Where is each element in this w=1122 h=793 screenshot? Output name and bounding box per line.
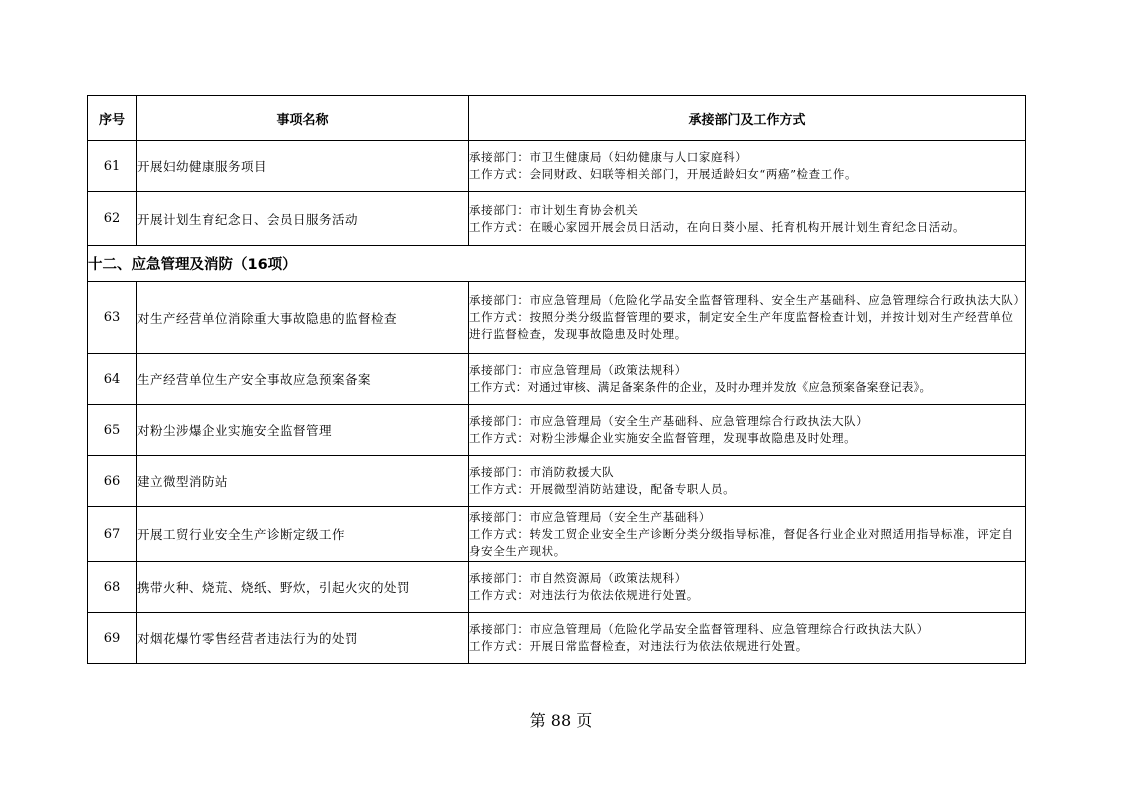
row-detail (469, 141, 1026, 192)
table-row (88, 507, 1026, 562)
row-dept: 承接部门：市消防救援大队 (469, 465, 615, 479)
row-seq: 63 (88, 282, 137, 354)
row-seq: 65 (88, 405, 137, 456)
row-detail (469, 456, 1026, 507)
row-method: 工作方式：开展日常监督检查，对违法行为依法依规进行处置。 (469, 639, 808, 653)
row-dept: 承接部门：市应急管理局（危险化学品安全监督管理科、安全生产基础科、应急管理综合行政执法大队） (469, 293, 1026, 307)
row-dept: 承接部门：市应急管理局（安全生产基础科） (469, 509, 711, 524)
table-header-row (88, 96, 1026, 141)
row-seq: 64 (88, 354, 137, 405)
row-item-name: 开展工贸行业安全生产诊断定级工作 (137, 507, 469, 562)
items-table (87, 95, 1026, 664)
section-row (88, 246, 1026, 282)
section-title: 十二、应急管理及消防（16项） (88, 246, 1026, 282)
row-seq: 67 (88, 507, 137, 562)
row-detail (469, 613, 1026, 664)
row-dept: 承接部门：市应急管理局（政策法规科） (469, 363, 687, 377)
row-item-name: 生产经营单位生产安全事故应急预案备案 (137, 354, 469, 405)
row-method: 工作方式：开展微型消防站建设，配备专职人员。 (469, 482, 736, 496)
table-row (88, 141, 1026, 192)
row-detail (469, 282, 1026, 354)
header-dept: 承接部门及工作方式 (469, 96, 1026, 141)
row-method: 工作方式：在暖心家园开展会员日活动，在向日葵小屋、托育机构开展计划生育纪念日活动。 (469, 219, 966, 234)
row-method: 工作方式：按照分类分级监督管理的要求，制定安全生产年度监督检查计划，并按计划对生产经营单位进行监督检查，发现事故隐患及时处理。 (469, 310, 1014, 341)
row-dept: 承接部门：市应急管理局（安全生产基础科、应急管理综合行政执法大队） (469, 414, 869, 428)
table-row (88, 562, 1026, 613)
header-name: 事项名称 (137, 96, 469, 141)
row-item-name: 开展计划生育纪念日、会员日服务活动 (137, 192, 469, 246)
row-seq: 61 (88, 141, 137, 192)
row-method: 工作方式：转发工贸企业安全生产诊断分类分级指导标准，督促各行业企业对照适用指导标准，评定自身安全生产现状。 (469, 526, 1014, 558)
row-detail (469, 405, 1026, 456)
table-row (88, 192, 1026, 246)
page-number: 第 88 页 (529, 711, 593, 730)
table-row (88, 456, 1026, 507)
row-item-name: 开展妇幼健康服务项目 (137, 141, 469, 192)
row-item-name: 建立微型消防站 (137, 456, 469, 507)
row-seq: 62 (88, 192, 137, 246)
row-detail (469, 562, 1026, 613)
row-seq: 66 (88, 456, 137, 507)
row-detail (469, 354, 1026, 405)
row-dept: 承接部门：市计划生育协会机关 (469, 202, 639, 217)
row-dept: 承接部门：市应急管理局（危险化学品安全监督管理科、应急管理综合行政执法大队） (469, 622, 929, 636)
row-detail (469, 192, 1026, 246)
row-seq: 68 (88, 562, 137, 613)
table-row (88, 613, 1026, 664)
table-row (88, 354, 1026, 405)
row-item-name: 对粉尘涉爆企业实施安全监督管理 (137, 405, 469, 456)
table-row (88, 405, 1026, 456)
row-item-name: 携带火种、烧荒、烧纸、野炊，引起火灾的处罚 (137, 562, 469, 613)
row-dept: 承接部门：市自然资源局（政策法规科） (469, 571, 687, 585)
row-method: 工作方式：对粉尘涉爆企业实施安全监督管理，发现事故隐患及时处理。 (469, 431, 857, 445)
header-seq: 序号 (88, 96, 137, 141)
row-method: 工作方式：对违法行为依法依规进行处置。 (469, 588, 699, 602)
row-method: 工作方式：对通过审核、满足备案条件的企业，及时办理并发放《应急预案备案登记表》。 (469, 380, 932, 394)
row-detail (469, 507, 1026, 562)
row-dept: 承接部门：市卫生健康局（妇幼健康与人口家庭科） (469, 150, 748, 164)
row-item-name: 对生产经营单位消除重大事故隐患的监督检查 (137, 282, 469, 354)
row-seq: 69 (88, 613, 137, 664)
row-method: 工作方式：会同财政、妇联等相关部门，开展适龄妇女“两癌”检查工作。 (469, 167, 858, 181)
row-item-name: 对烟花爆竹零售经营者违法行为的处罚 (137, 613, 469, 664)
table-row (88, 282, 1026, 354)
